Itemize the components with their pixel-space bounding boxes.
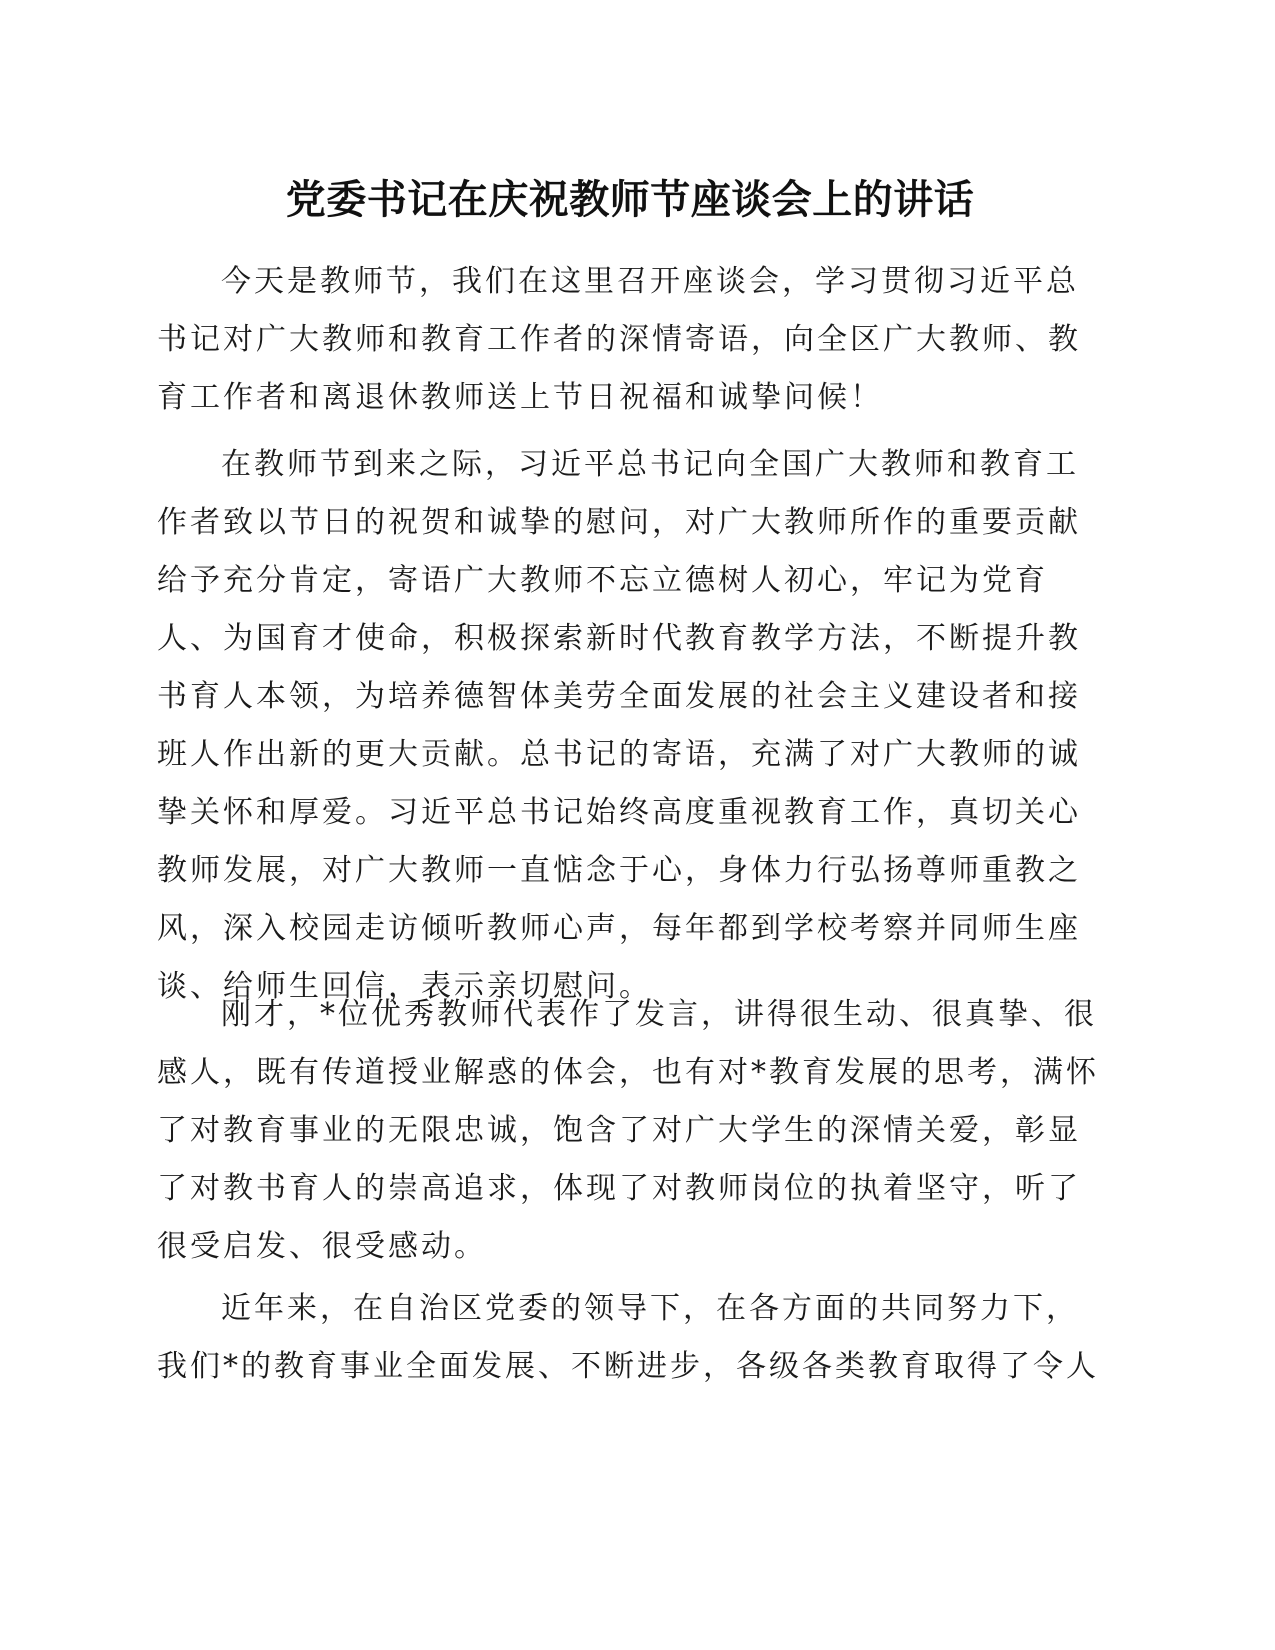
text-line: 教师发展，对广大教师一直惦念于心，身体力行弘扬尊师重教之 bbox=[157, 853, 1081, 888]
text-line: 在教师节到来之际，习近平总书记向全国广大教师和教育工 bbox=[221, 447, 1079, 482]
text-line: 书记对广大教师和教育工作者的深情寄语，向全区广大教师、教 bbox=[157, 322, 1081, 357]
text-line: 了对教育事业的无限忠诚，饱含了对广大学生的深情关爱，彰显 bbox=[157, 1113, 1081, 1148]
text-line: 很受启发、很受感动。 bbox=[157, 1229, 487, 1264]
text-line: 人、为国育才使命，积极探索新时代教育教学方法，不断提升教 bbox=[157, 621, 1081, 656]
document-title: 党委书记在庆祝教师节座谈会上的讲话 bbox=[285, 177, 975, 223]
text-line: 我们*的教育事业全面发展、不断进步，各级各类教育取得了令人 bbox=[157, 1349, 1099, 1384]
paragraph-4 bbox=[157, 1280, 1107, 1396]
paragraph-1 bbox=[157, 253, 1107, 427]
text-line: 育工作者和离退休教师送上节日祝福和诚挚问候！ bbox=[157, 380, 883, 415]
text-line: 风，深入校园走访倾听教师心声，每年都到学校考察并同师生座 bbox=[157, 911, 1081, 946]
text-line: 刚才，*位优秀教师代表作了发言，讲得很生动、很真挚、很 bbox=[221, 997, 1097, 1032]
text-line: 感人，既有传道授业解惑的体会，也有对*教育发展的思考，满怀 bbox=[157, 1055, 1099, 1090]
text-line: 班人作出新的更大贡献。总书记的寄语，充满了对广大教师的诚 bbox=[157, 737, 1081, 772]
paragraph-2 bbox=[157, 436, 1107, 1016]
text-line: 给予充分肯定，寄语广大教师不忘立德树人初心，牢记为党育 bbox=[157, 563, 1048, 598]
text-line: 谈、给师生回信，表示亲切慰问。 bbox=[157, 969, 652, 1004]
text-line: 书育人本领，为培养德智体美劳全面发展的社会主义建设者和接 bbox=[157, 679, 1081, 714]
text-line: 了对教书育人的崇高追求，体现了对教师岗位的执着坚守，听了 bbox=[157, 1171, 1081, 1206]
text-line: 今天是教师节，我们在这里召开座谈会，学习贯彻习近平总 bbox=[221, 264, 1079, 299]
text-line: 近年来，在自治区党委的领导下，在各方面的共同努力下， bbox=[221, 1291, 1079, 1326]
text-line: 挚关怀和厚爱。习近平总书记始终高度重视教育工作，真切关心 bbox=[157, 795, 1081, 830]
text-line: 作者致以节日的祝贺和诚挚的慰问，对广大教师所作的重要贡献 bbox=[157, 505, 1081, 540]
paragraph-3 bbox=[157, 986, 1107, 1276]
